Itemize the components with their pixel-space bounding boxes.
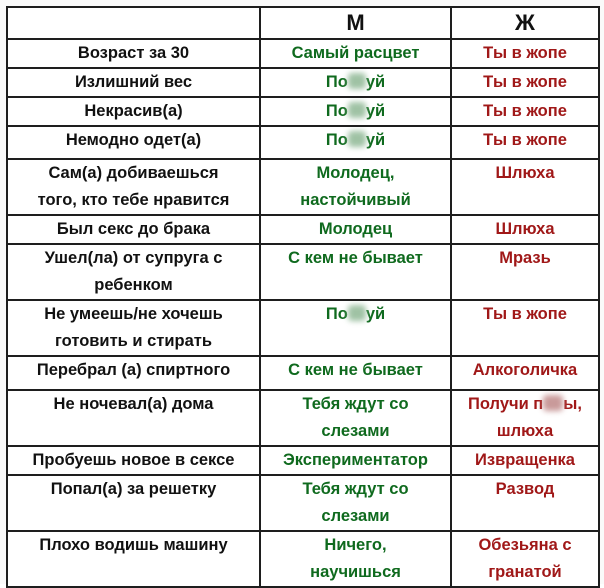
situation-line-2: того, кто тебе нравится (37, 191, 230, 209)
header-corner (7, 7, 260, 39)
table-row (7, 356, 599, 390)
censored-word-start: По (325, 73, 348, 91)
male-reaction-cell (260, 531, 451, 587)
female-reaction-cell (451, 531, 599, 587)
female-reaction-cell: Развод (451, 475, 599, 531)
female-reaction-cell: Ты в жопе (451, 126, 599, 159)
comparison-table (6, 6, 600, 588)
female-reaction-cell: Шлюха (451, 215, 599, 244)
censor-blur (348, 305, 366, 321)
female-reaction-cell: Ты в жопе (451, 68, 599, 97)
censor-blur (543, 395, 563, 411)
reaction-line-2: настойчивый (300, 191, 411, 209)
situation-cell: Пробуешь новое в сексе (7, 446, 260, 475)
table-header-row (7, 7, 599, 39)
reaction-line-1: Тебя ждут со (302, 480, 409, 498)
situation-cell (7, 300, 260, 356)
male-reaction-cell (260, 97, 451, 126)
situation-cell: Некрасив(а) (7, 97, 260, 126)
situation-line-1: Сам(а) добиваешься (48, 164, 219, 182)
table-row (7, 215, 599, 244)
table-row (7, 531, 599, 587)
table-row (7, 475, 599, 531)
situation-cell (7, 159, 260, 215)
situation-cell: Возраст за 30 (7, 39, 260, 68)
reaction-line-2: гранатой (488, 563, 562, 581)
male-reaction-cell (260, 300, 451, 356)
situation-cell: Плохо водишь машину (7, 531, 260, 587)
censored-word-end: уй (365, 305, 386, 323)
female-reaction-cell: Алкоголичка (451, 356, 599, 390)
censor-blur (348, 102, 366, 118)
female-reaction-cell: Ты в жопе (451, 97, 599, 126)
situation-line-2: ребенком (94, 276, 173, 294)
situation-line-1: Не умеешь/не хочешь (44, 305, 223, 323)
female-reaction-cell: Ты в жопе (451, 300, 599, 356)
female-reaction-cell: Извращенка (451, 446, 599, 475)
header-female: Ж (451, 7, 599, 39)
table-row (7, 97, 599, 126)
male-reaction-cell: Экспериментатор (260, 446, 451, 475)
censored-word-end: ы, (563, 395, 582, 413)
situation-cell: Не ночевал(а) дома (7, 390, 260, 446)
reaction-line-2: слезами (321, 507, 390, 525)
reaction-line-1 (456, 391, 594, 418)
table-row (7, 39, 599, 68)
censored-word-start: По (325, 102, 348, 120)
table-row (7, 300, 599, 356)
situation-cell: Излишний вес (7, 68, 260, 97)
reaction-line-2: шлюха (496, 422, 554, 440)
situation-cell: Перебрал (а) спиртного (7, 356, 260, 390)
situation-line-1: Ушел(ла) от супруга с (44, 249, 223, 267)
male-reaction-cell (260, 159, 451, 215)
censored-word-end: уй (365, 73, 386, 91)
reaction-line-2: научишься (310, 563, 401, 581)
male-reaction-cell (260, 68, 451, 97)
censor-blur (348, 73, 366, 89)
censored-word-start: По (325, 305, 348, 323)
situation-cell: Немодно одет(а) (7, 126, 260, 159)
censored-word-end: уй (365, 102, 386, 120)
table-row (7, 68, 599, 97)
reaction-line-2: слезами (321, 422, 390, 440)
censored-word-end: уй (365, 131, 386, 149)
situation-cell (7, 244, 260, 300)
table-row (7, 159, 599, 215)
table-row (7, 390, 599, 446)
female-reaction-cell: Ты в жопе (451, 39, 599, 68)
situation-cell: Попал(а) за решетку (7, 475, 260, 531)
table-row (7, 126, 599, 159)
male-reaction-cell: С кем не бывает (260, 244, 451, 300)
table-row (7, 244, 599, 300)
male-reaction-cell (260, 475, 451, 531)
reaction-line-1: Молодец, (316, 164, 395, 182)
male-reaction-cell (260, 126, 451, 159)
male-reaction-cell: С кем не бывает (260, 356, 451, 390)
table-row (7, 446, 599, 475)
header-male: М (260, 7, 451, 39)
reaction-line-1: Обезьяна с (478, 536, 572, 554)
male-reaction-cell (260, 390, 451, 446)
censored-word-start: Получи п (468, 395, 544, 413)
reaction-line-1: Тебя ждут со (302, 395, 409, 413)
reaction-line-1: Ничего, (324, 536, 387, 554)
female-reaction-cell: Мразь (451, 244, 599, 300)
male-reaction-cell: Молодец (260, 215, 451, 244)
situation-line-2: готовить и стирать (55, 332, 212, 350)
female-reaction-cell (451, 390, 599, 446)
censor-blur (348, 131, 366, 147)
censored-word-start: По (325, 131, 348, 149)
male-reaction-cell: Самый расцвет (260, 39, 451, 68)
situation-cell: Был секс до брака (7, 215, 260, 244)
female-reaction-cell: Шлюха (451, 159, 599, 215)
